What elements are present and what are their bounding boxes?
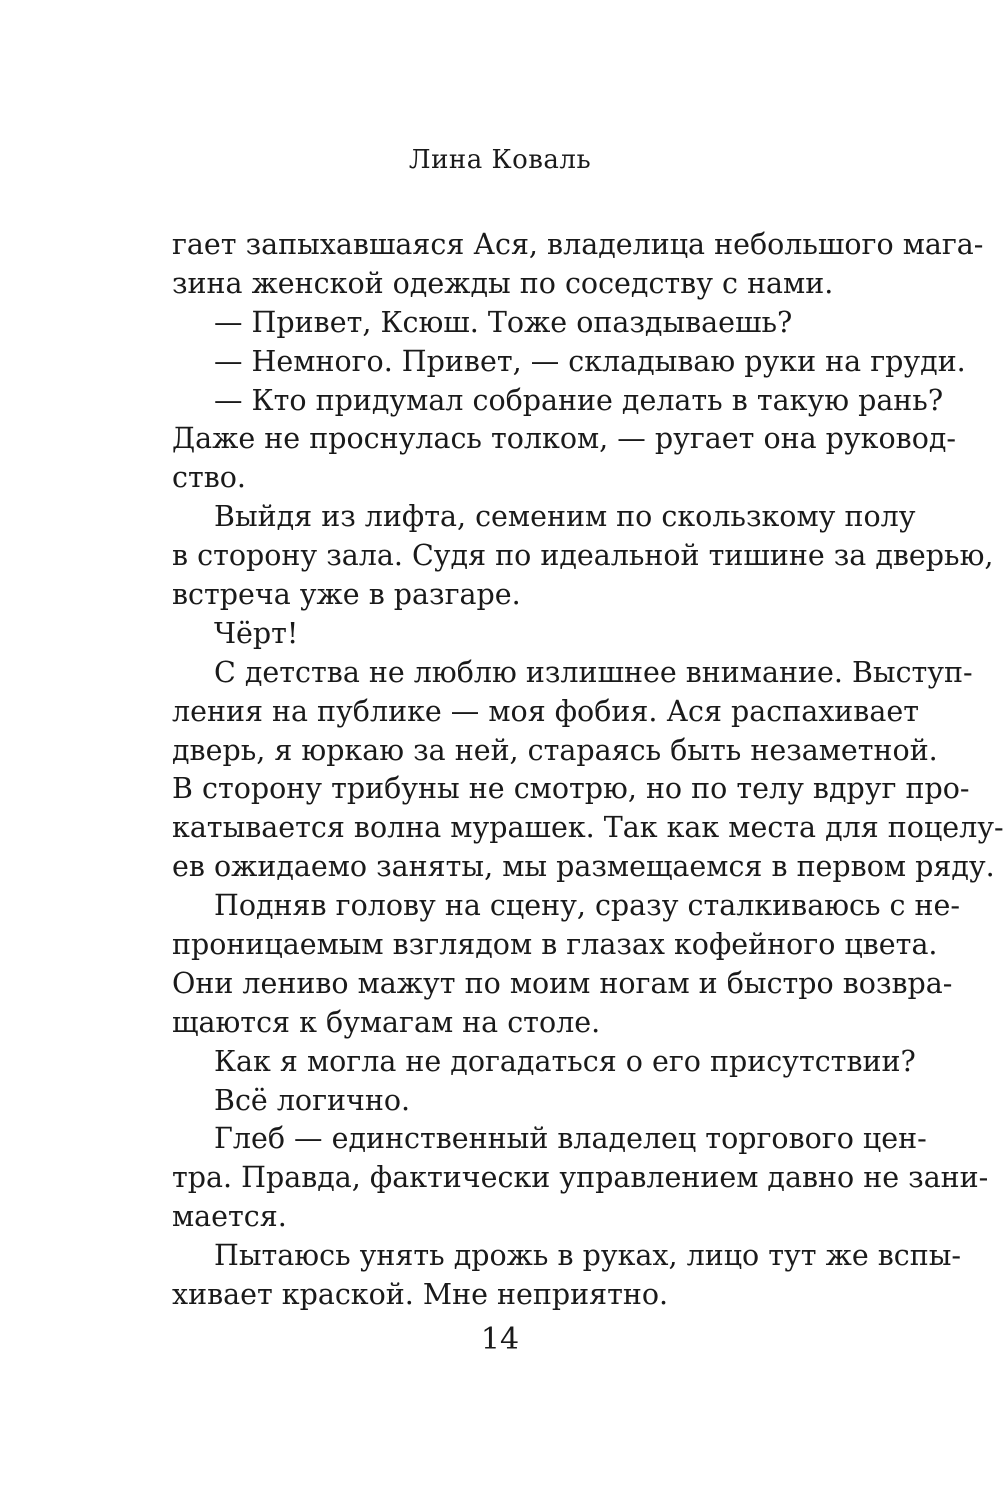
text-line: зина женской одежды по соседству с нами. [172,266,834,300]
text-line: В сторону трибуны не смотрю, но по телу вдруг про- [172,772,970,806]
text-line: хивает краской. Мне неприятно. [172,1278,669,1312]
paragraph-start-line: Глеб — единственный владелец торгового цен- [214,1122,927,1156]
text-line: катывается волна мурашек. Так как места для поцелу- [172,811,1004,845]
paragraph-start-line: Пытаюсь унять дрожь в руках, лицо тут же вспы- [214,1239,962,1273]
paragraph-start-line: С детства не люблю излишнее внимание. Выступ- [214,655,973,689]
text-line: проницаемым взглядом в глазах кофейного цвета. [172,928,938,962]
dialogue-line: — Привет, Ксюш. Тоже опаздываешь? [214,305,793,339]
text-line: дверь, я юркаю за ней, стараясь быть незаметной. [172,733,938,767]
dialogue-line: — Кто придумал собрание делать в такую рань? [214,383,944,417]
paragraph-start-line: Как я могла не догадаться о его присутствии? [214,1044,916,1078]
text-line: встреча уже в разгаре. [172,578,521,612]
page-number: 14 [480,1322,520,1357]
paragraph-start-line: Подняв голову на сцену, сразу сталкиваюсь с не- [214,889,961,923]
text-line: ления на публике — моя фобия. Ася распахивает [172,694,919,728]
text-line: гает запыхавшаяся Ася, владелица небольшого мага- [172,228,984,261]
paragraph-start-line: Выйдя из лифта, семеним по скользкому полу [214,500,916,534]
text-line: в сторону зала. Судя по идеальной тишине за дверью, [172,539,994,573]
text-line: мается. [172,1200,287,1234]
text-line: Они лениво мажут по моим ногам и быстро возвра- [172,966,953,1000]
running-head-author: Лина Коваль [408,145,592,175]
paragraph-start-line: Чёрт! [214,616,299,650]
text-line: Даже не проснулась толком, — ругает она руковод- [172,422,957,456]
text-line: ство. [172,461,246,495]
dialogue-line: — Немного. Привет, — складываю руки на груди. [214,344,966,378]
text-line: щаются к бумагам на столе. [172,1005,601,1039]
text-line: ев ожидаемо заняты, мы размещаемся в первом ряду. [172,850,995,884]
paragraph-start-line: Всё логично. [214,1083,411,1117]
text-line: тра. Правда, фактически управлением давно не зани- [172,1161,989,1195]
body-text [172,226,1004,1315]
